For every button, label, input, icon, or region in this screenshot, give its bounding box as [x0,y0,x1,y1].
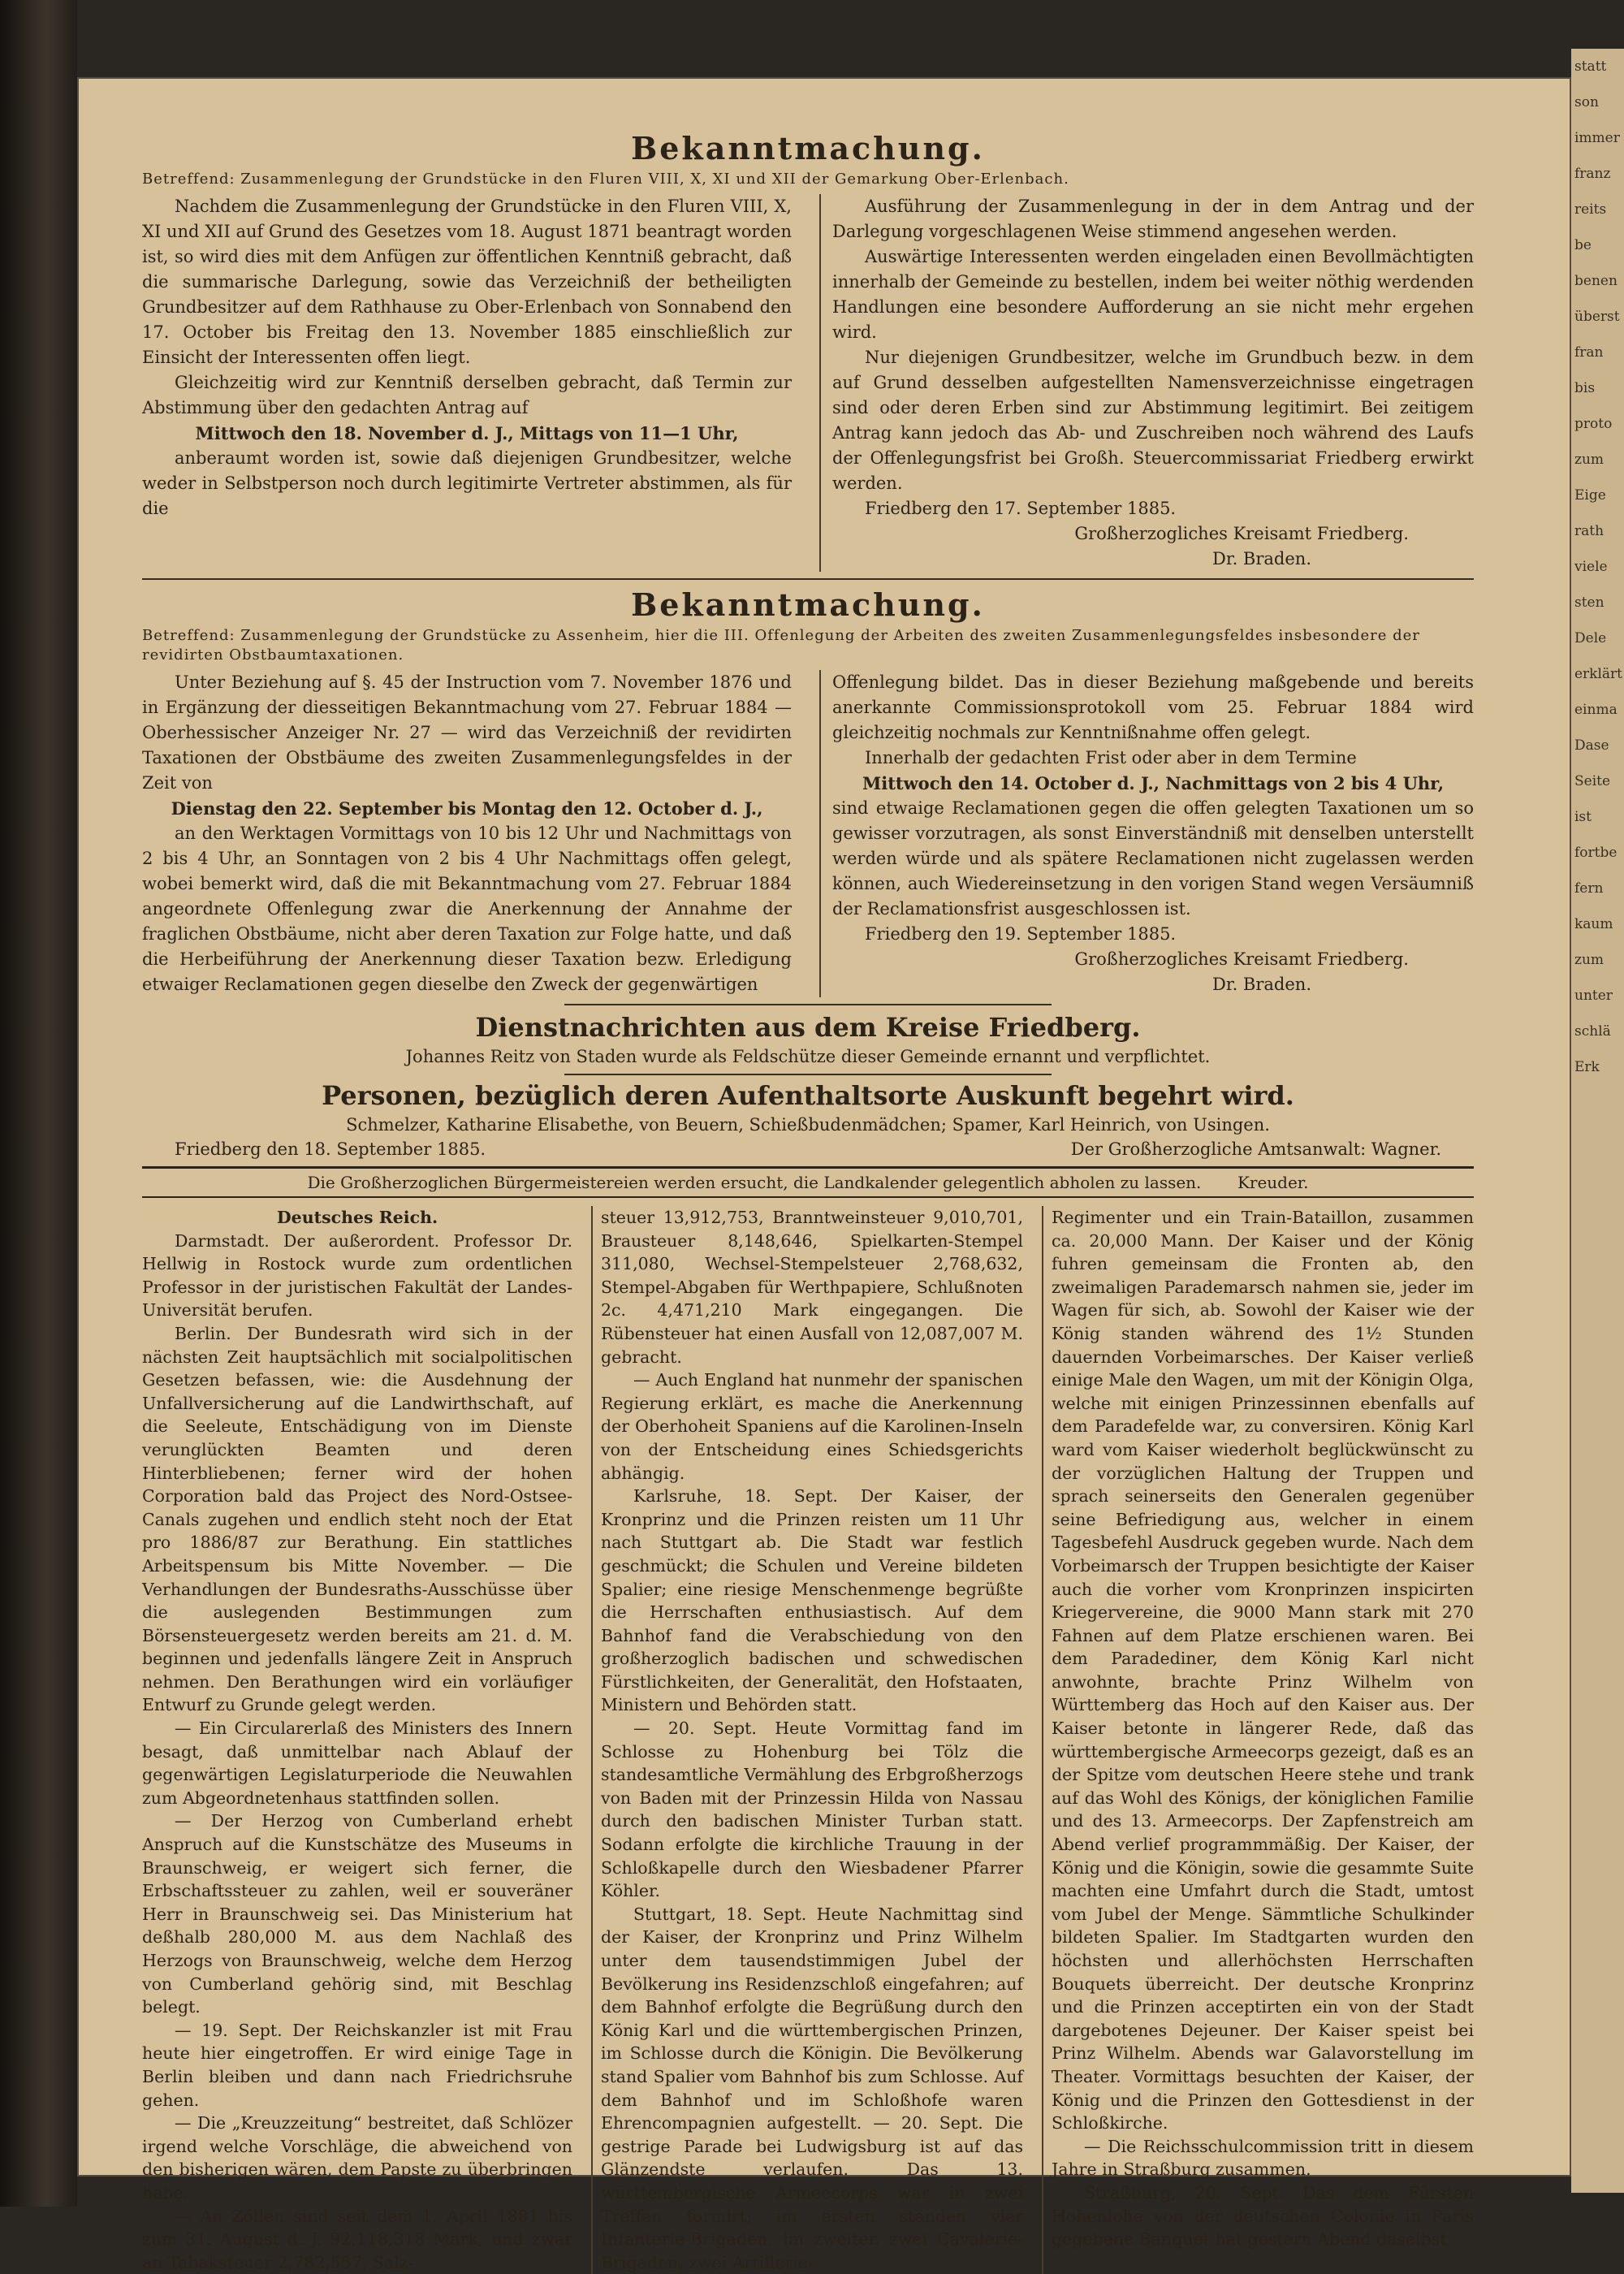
adjacent-page-edge [1571,49,1624,2193]
news-paragraph: — Die „Kreuzzeitung“ bestreitet, daß Schlözer irgend welche Vorschläge, die abweichend von den bisherigen wären, dem Papste zu überbringen habe. [142,2113,572,2203]
date-line: Dienstag den 22. September bis Montag den 12. October d. J., [171,798,763,819]
edge-word: Dele [1574,630,1607,646]
signer: Der Großherzogliche Amtsanwalt: Wagner. [1070,1139,1441,1159]
news-paragraph: — An Zöllen sind seit dem 1. April 1881 bis zum 31. August d. J. 92,118,318 Mark, und zwar an Tabaksteuer 2,782,557, Salz- [142,2206,572,2272]
edge-word: viele [1574,559,1608,575]
section-title: Dienstnachrichten aus dem Kreise Friedberg. [475,1012,1141,1043]
edge-word: statt [1574,58,1607,75]
news-paragraph: Darmstadt. Der außerordent. Professor Dr. Hellwig in Rostock wurde zum ordentlichen Professor in der juristischen Fakultät der Landes-Universität berufen. [142,1230,572,1321]
notice-right-column [819,670,1474,997]
paragraph: Nur diejenigen Grundbesitzer, welche im Grundbuch bezw. in dem auf Grund desselben aufgestellten Namensverzeichnisse eingetragen sind oder deren Erben sind zur Abstimmung legitimirt. Bei zeitigem Antrag kann jedoch das Ab- und Zuschreiben noch während des Laufs der Offenlegungsfrist bei Großh. Steuercommissariat Friedberg erwirkt werden. [832,348,1474,493]
edge-word: reits [1574,201,1607,218]
notice-right-column [819,194,1474,572]
edge-word: proto [1574,416,1613,432]
notice-body [142,670,1474,997]
edge-word: bis [1574,380,1596,396]
divider [142,578,1474,580]
place-date: Friedberg den 17. September 1885. [865,499,1177,518]
paragraph: anberaumt worden ist, sowie daß diejenigen Grundbesitzer, welche weder in Selbstperson noch durch legitimirte Vertreter abstimmen, als für die [142,448,792,518]
news-column-3 [1042,1206,1474,2274]
short-divider [564,1074,1052,1075]
edge-word: fran [1574,344,1604,361]
news-paragraph: — Auch England hat nunmehr der spanischen Regierung erklärt, es mache die Anerkennung der Oberhoheit Spaniens auf die Karolinen-Inseln von der Entscheidung eines Schiedsgerichts abhängig. [601,1370,1023,1483]
edge-word: benen [1574,273,1618,289]
edge-word: zum [1574,452,1605,468]
section-text: Johannes Reitz von Staden wurde als Feldschütze dieser Gemeinde ernannt und verpflichtet. [405,1047,1211,1066]
short-divider [564,1004,1052,1005]
notice-title: Bekanntmachung. [631,130,985,166]
signature-line [142,1137,1474,1161]
paragraph: sind etwaige Reclamationen gegen die offen gelegten Taxationen um so gewisser vorzutragen, als sonst Einverständniß mit denselben unterstellt werden würde und als spätere Reclamationen nicht zugelassen werden können, auch Wiedereinsetzung in den vorigen Stand wegen Versäumniß der Reclamationsfrist ausgeschlossen ist. [832,798,1474,919]
paragraph: Ausführung der Zusammenlegung in der in dem Antrag und der Darlegung vorgeschlagenen Weise stimmend angesehen werden. [832,197,1474,241]
edge-word: kaum [1574,916,1613,932]
news-paragraph: — 19. Sept. Der Reichskanzler ist mit Frau heute hier eingetroffen. Er wird einige Tage in Berlin bleiben und dann nach Friedrichsruhe gehen. [142,2020,572,2110]
news-paragraph: Straßburg, 20. Sept. Das dem Fürsten Hohenlohe von der deutschen Colonie in Paris gegebene Banquet hat gestern Abend daselbst [1052,2182,1474,2250]
signer: Dr. Braden. [1212,975,1311,994]
paragraph: Offenlegung bildet. Das in dieser Beziehung maßgebende und bereits anerkannte Commissionsprotokoll vom 25. Februar 1884 wird gleichzeitig nochmals zur Kenntnißnahme offen gelegt. [832,672,1474,742]
news-paragraph: Stuttgart, 18. Sept. Heute Nachmittag sind der Kaiser, der Kronprinz und Prinz Wilhelm unter dem tausendstimmigen Jubel der Bevölkerung ins Residenzschloß eingefahren; auf dem Bahnhof erfolgte die Begrüßung durch den König Karl und die württembergischen Prinzen, im Schlosse durch die Königin. Die Bevölkerung stand Spalier vom Bahnhof bis zum Schlosse. Auf dem Bahnhof und im Schloßhofe waren Ehrencompagnien aufgestellt. — 20. Sept. Die gestrige Parade bei Ludwigsburg ist auf das Glänzendste verlaufen. Das 13. württembergische Armeecorps war in zwei Treffen formirt; im ersten standen vier Infanterie-Brigaden, im zweiten zwei Cavalerie-Brigaden, zwei Artillerie- [601,1904,1023,2272]
edge-word: son [1574,94,1599,110]
edge-word: franz [1574,166,1611,182]
section-title: Deutsches Reich. [276,1208,438,1227]
news-paragraph: steuer 13,912,753, Branntweinsteuer 9,010,701, Brausteuer 8,148,646, Spielkarten-Stempel 311,080, Wechsel-Stempelsteuer 2,768,632, Stempel-Abgaben für Werthpapiere, Schlußnoten 2c. 4,471,210 Mark eingegangen. Die Rübensteuer hat einen Ausfall von 12,087,007 M. gebracht. [601,1208,1023,1367]
edge-word: überst [1574,309,1620,325]
news-paragraph: — Der Herzog von Cumberland erhebt Anspruch auf die Kunstschätze des Museums in Braunschweig, er weigert sich ferner, die Erbschaftssteuer zu zahlen, weil er souveräner Herr in Braunschweig sei. Das Ministerium hat deßhalb 280,000 M. aus dem Nachlaß des Herzogs von Braunschweig, welche dem Herzog von Cumberland gehörig sind, mit Beschlag belegt. [142,1811,572,2017]
edge-word: sten [1574,594,1605,611]
signer: Dr. Braden. [1212,549,1311,568]
news-column-2 [591,1206,1023,2274]
notice-title: Bekanntmachung. [631,586,985,623]
notice-subject: Betreffend: Zusammenlegung der Grundstücke in den Fluren VIII, X, XI und XII der Gemarkung Ober-Erlenbach. [142,171,1069,188]
edge-word: rath [1574,523,1605,539]
announcement-text: Die Großherzoglichen Bürgermeistereien werden ersucht, die Landkalender gelegentlich abholen zu lassen. [307,1173,1202,1192]
edge-word: Dase [1574,737,1609,754]
edge-word: fern [1574,880,1604,897]
news-paragraph: — Die Reichsschulcommission tritt in diesem Jahre in Straßburg zusammen. [1052,2136,1474,2180]
edge-word: zum [1574,952,1605,968]
paragraph: Auswärtige Interessenten werden eingeladen einen Bevollmächtigten innerhalb der Gemeinde zu bestellen, indem bei weiter nöthig werdenden Handlungen eine besondere Aufforderung an sie nicht mehr ergehen wird. [832,247,1474,342]
news-paragraph: — 20. Sept. Heute Vormittag fand im Schlosse zu Hohenburg bei Tölz die standesamtliche Vermählung des Erbgroßherzogs von Baden mit der Prinzessin Hilda von Nassau durch den badischen Minister Turban statt. Sodann erfolgte die kirchliche Trauung in der Schloßkapelle durch den Wiesbadener Pfarrer Köhler. [601,1718,1023,1901]
announcement-signer: Kreuder. [1237,1173,1309,1192]
place-date: Friedberg den 18. September 1885. [175,1139,486,1159]
news-paragraph: — Ein Circularerlaß des Ministers des Innern besagt, daß unmittelbar nach Ablauf der gegenwärtigen Legislaturperiode die Neuwahlen zum Abgeordnetenhaus stattfinden sollen. [142,1718,572,1808]
edge-word: schlä [1574,1023,1611,1040]
edge-word: erklärt [1574,666,1623,682]
office: Großherzogliches Kreisamt Friedberg. [1074,524,1409,543]
news-columns [142,1206,1474,2274]
edge-word: Eige [1574,487,1606,504]
edge-word: ist [1574,809,1592,825]
edge-word: einma [1574,702,1618,718]
paragraph: an den Werktagen Vormittags von 10 bis 12 Uhr und Nachmittags von 2 bis 4 Uhr, an Sonntagen von 2 bis 4 Uhr Nachmittags offen gelegt, wobei bemerkt wird, daß die mit Bekanntmachung vom 27. Februar 1884 angeordnete Offenlegung zwar die Anerkennung der Annahme der fraglichen Obstbäume, nicht aber deren Taxation zur Folge hatte, und daß die Herbeiführung der Anerkennung dieser Taxation bezw. Erledigung etwaiger Reclamationen gegen dieselbe den Zweck der gegenwärtigen [142,824,792,994]
notice-left-column [142,670,792,997]
paragraph: Gleichzeitig wird zur Kenntniß derselben gebracht, daß Termin zur Abstimmung über den gedachten Antrag auf [142,373,792,417]
edge-word: Seite [1574,773,1611,789]
edge-word: immer [1574,130,1620,146]
office: Großherzogliches Kreisamt Friedberg. [1074,949,1409,969]
book-binding [0,0,77,2207]
edge-word: Erk [1574,1059,1600,1075]
date-line: Mittwoch den 14. October d. J., Nachmittags von 2 bis 4 Uhr, [862,773,1445,793]
notice-body [142,194,1474,572]
page-content [142,130,1474,2274]
announcement-bar [142,1166,1474,1198]
notice-subject: Betreffend: Zusammenlegung der Grundstücke zu Assenheim, hier die III. Offenlegung der Arbeiten des zweiten Zusammenlegungsfeldes insbesondere der revidirten Obstbaumtaxationen. [142,627,1420,664]
paragraph: Unter Beziehung auf §. 45 der Instruction vom 7. November 1876 und in Ergänzung der diesseitigen Bekanntmachung vom 27. Februar 1884 — Oberhessischer Anzeiger Nr. 27 — wird das Verzeichniß der revidirten Taxationen der Obstbäume des zweiten Zusammenlegungsfeldes in der Zeit von [142,672,792,793]
news-column-1 [142,1206,572,2274]
news-paragraph: Karlsruhe, 18. Sept. Der Kaiser, der Kronprinz und die Prinzen reisten um 11 Uhr nach Stuttgart ab. Die Stadt war festlich geschmückt; die Schulen und Vereine bildeten Spalier; eine riesige Menschenmenge begrüßte die Herrschaften enthusiastisch. Auf dem Bahnhof fand die Verabschiedung von den großherzoglich badischen und schwedischen Fürstlichkeiten, der Generalität, den Hofstaaten, Ministern und Behörden statt. [601,1486,1023,1715]
news-paragraph: Regimenter und ein Train-Bataillon, zusammen ca. 20,000 Mann. Der Kaiser und der König fuhren gemeinsam die Fronten ab, den zweimaligen Parademarsch nahmen sie, jeder im Wagen für sich, ab. Sowohl der Kaiser wie der König standen während des 1½ Stunden dauernden Vorbeimarsches. Der Kaiser verließ einige Male den Wagen, um mit der Königin Olga, welche mit einigen Prinzessinnen ebenfalls auf dem Paradefelde war, zu conversiren. König Karl ward vom Kaiser wiederholt beglückwünscht zu der vorzüglichen Haltung der Truppen und sprach seinerseits den Generalen gegenüber seine Befriedigung aus, welcher in einem Tagesbefehl Ausdruck gegeben wurde. Nach dem Vorbeimarsch der Truppen besichtigte der Kaiser auch die vorher vom Kronprinzen inspicirten Kriegervereine, die 9000 Mann stark mit 270 Fahnen auf dem Platze erschienen waren. Bei dem Paradediner, dem König Karl nicht anwohnte, brachte Prinz Wilhelm von Württemberg das Hoch auf den Kaiser aus. Der Kaiser betonte in längerer Rede, daß das württembergische Armeecorps gezeigt, daß es an der Spitze vom deutschen Heere stehe und trank auf das Wohl des Königs, der königlichen Familie und des 13. Armeecorps. Der Zapfenstreich am Abend verlief programmmäßig. Der Kaiser, der König und die Königin, sowie die gesammte Suite machten eine Umfahrt durch die Stadt, umtost vom Jubel der Menge. Sämmtliche Schulkinder bildeten Spalier. Im Stadtgarten wurden den höchsten und allerhöchsten Herrschaften Bouquets überreicht. Der deutsche Kronprinz und die Prinzen acceptirten ein von der Stadt dargebotenes Dejeuner. Der Kaiser speist bei Prinz Wilhelm. Abends war Galavorstellung im Theater. Vormittags besuchten der Kaiser, der König und die Prinzen den Gottesdienst in der Schloßkirche. [1052,1208,1474,2133]
section-title: Personen, bezüglich deren Aufenthaltsorte Auskunft begehrt wird. [322,1080,1294,1111]
notice-left-column [142,194,792,572]
edge-word: be [1574,237,1592,253]
edge-word: fortbe [1574,845,1618,861]
date-line: Mittwoch den 18. November d. J., Mittags von 11—1 Uhr, [195,423,739,443]
news-paragraph: Berlin. Der Bundesrath wird sich in der nächsten Zeit hauptsächlich mit socialpolitischen Gesetzen befassen, wie: die Ausdehnung der Unfallversicherung auf die Landwirthschaft, auf die Seeleute, Entschädigung von im Dienste verunglückten Beamten und deren Hinterbliebenen; ferner wird der hohen Corporation bald das Project des Nord-Ostsee-Canals zugehen und endlich steht noch der Etat pro 1886/87 zur Berathung. Ein stattliches Arbeitspensum bis Mitte November. — Die Verhandlungen der Bundesraths-Ausschüsse über die auslegenden Bestimmungen zum Börsensteuergesetz werden bereits am 21. d. M. beginnen und jedenfalls längere Zeit in Anspruch nehmen. Den Berathungen wird ein vorläufiger Entwurf zu Grunde gelegt werden. [142,1323,572,1715]
place-date: Friedberg den 19. September 1885. [865,924,1177,944]
paragraph: Innerhalb der gedachten Frist oder aber in dem Termine [865,748,1357,767]
edge-word: unter [1574,988,1613,1004]
paragraph: Nachdem die Zusammenlegung der Grundstücke in den Fluren VIII, X, XI und XII auf Grund des Gesetzes vom 18. August 1871 beantragt worden ist, so wird dies mit dem Anfügen zur öffentlichen Kenntniß gebracht, daß die summarische Darlegung, sowie das Verzeichniß der betheiligten Grundbesitzer auf dem Rathhause zu Ober-Erlenbach von Sonnabend den 17. October bis Freitag den 13. November 1885 einschließlich zur Einsicht der Interessenten offen liegt. [142,197,792,367]
section-text: Schmelzer, Katharine Elisabethe, von Beuern, Schießbudenmädchen; Spamer, Karl Heinrich, von Usingen. [346,1115,1270,1135]
